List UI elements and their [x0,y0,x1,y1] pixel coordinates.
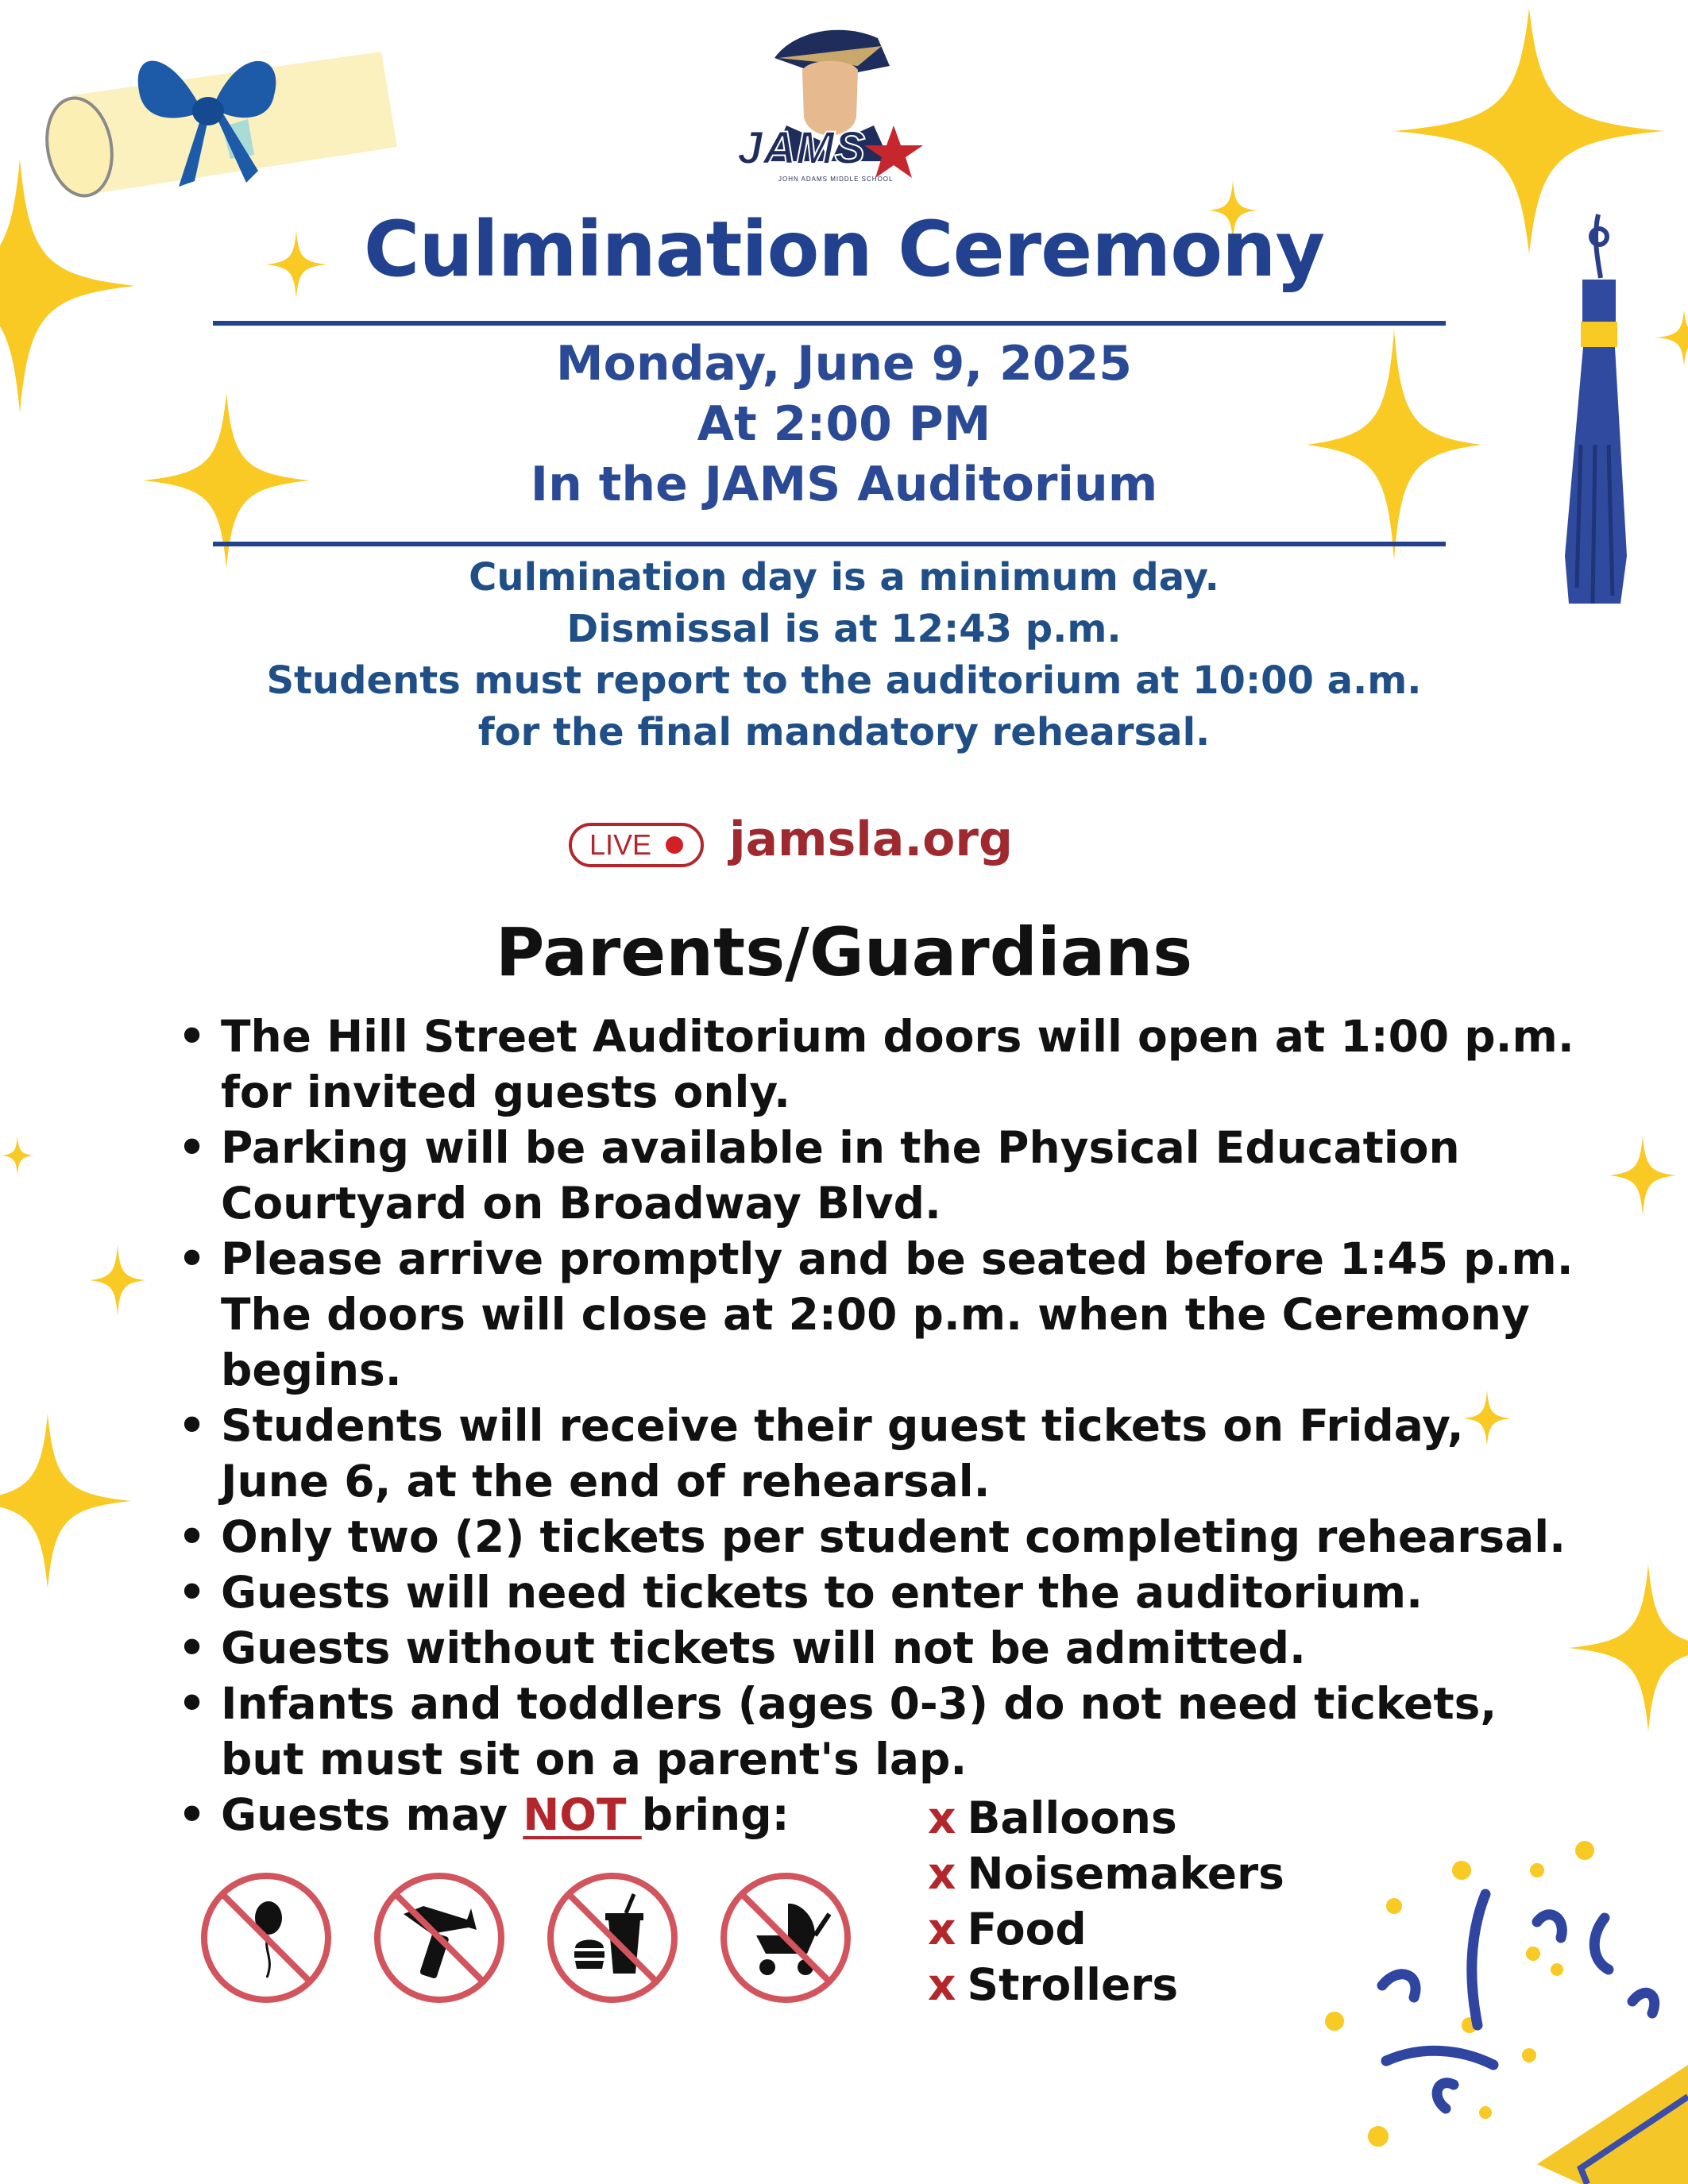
rule-item: • Guests will need tickets to enter the auditorium. [175,1565,1581,1620]
notice-line: Students must report to the auditorium at 10:00 a.m. [266,658,1422,703]
rule-item-not-bring [175,1787,1581,1843]
sparkle-icon [90,1244,145,1316]
no-food-icon [545,1870,680,2005]
banned-item [928,1846,1284,1901]
no-balloons-icon [199,1870,334,2005]
bottom-divider [213,542,1446,546]
banned-item [928,1957,1284,2012]
not-emphasis: NOT [523,1789,642,1840]
x-mark-icon: x [928,1904,956,1954]
sparkle-icon [0,1414,131,1588]
logo-wordmark: JAMS [737,122,866,174]
event-time: At 2:00 PM [697,396,991,452]
rule-item: • Only two (2) tickets per student completing rehearsal. [175,1509,1581,1565]
no-strollers-icon [718,1870,853,2005]
banned-item-label: Food [967,1904,1087,1954]
banned-item [928,1901,1284,1957]
sparkle-icon [2,1136,33,1175]
record-dot-icon [666,836,683,854]
diploma-icon [40,52,397,201]
rule-item: • Guests without tickets will not be admitted. [175,1620,1581,1676]
event-info [0,334,1688,515]
rule-item: • Parking will be available in the Physical Education Courtyard on Broadway Blvd. [175,1120,1581,1231]
sparkle-icon [1569,1565,1688,1731]
notice-line: Dismissal is at 12:43 p.m. [566,607,1122,651]
banned-item-label: Noisemakers [967,1848,1284,1899]
no-noisemakers-icon [372,1870,507,2005]
rule-item: • Please arrive promptly and be seated before 1:45 p.m. The doors will close at 2:00 p.m. when the Ceremony begins. [175,1231,1581,1398]
rule-item: • Infants and toddlers (ages 0-3) do not need tickets, but must sit on a parent's lap. [175,1676,1581,1787]
logo-subtitle: JOHN ADAMS MIDDLE SCHOOL [778,176,894,183]
rule-text: Guests may [221,1789,523,1840]
event-location: In the JAMS Auditorium [530,457,1158,512]
rule-item: • Students will receive their guest tickets on Friday, June 6, at the end of rehearsal. [175,1398,1581,1509]
banned-item [928,1790,1284,1846]
banned-items-list [928,1790,1284,2012]
live-label: LIVE [589,828,652,861]
sparkle-icon [1609,1136,1676,1215]
banned-item-label: Balloons [967,1792,1177,1843]
top-divider [213,321,1446,326]
x-mark-icon: x [928,1848,956,1899]
party-popper-icon [1325,1841,1688,2184]
banned-item-label: Strollers [967,1959,1179,2010]
parents-heading: Parents/Guardians [495,913,1193,991]
livestream-link[interactable]: jamsla.org [729,812,1013,867]
event-date: Monday, June 9, 2025 [555,336,1133,392]
rule-item: • The Hill Street Auditorium doors will open at 1:00 p.m. for invited guests only. [175,1009,1581,1120]
rule-text: bring: [641,1789,790,1840]
live-badge [569,823,704,867]
x-mark-icon: x [928,1792,956,1843]
minimum-day-notice [0,552,1688,758]
x-mark-icon: x [928,1959,956,2010]
notice-line: Culmination day is a minimum day. [469,555,1219,600]
notice-line: for the final mandatory rehearsal. [477,710,1211,754]
jams-logo [731,22,929,193]
page-title: Culmination Ceremony [363,205,1325,294]
guest-rules-list [175,1009,1581,1843]
